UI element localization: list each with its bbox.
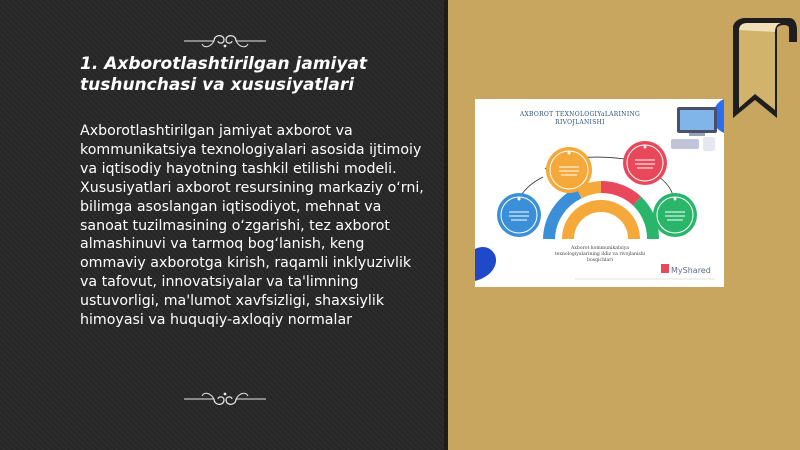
illustration-title: AXBOROT TEXNOLOGIYaLARINING RIVOJLANISHI xyxy=(519,111,641,126)
computer-icon xyxy=(671,107,717,151)
brand-logo-icon xyxy=(661,264,669,273)
slide-title: 1. Axborotlashtirilgan jamiyat tushunchasi va xususiyatlari xyxy=(80,54,368,95)
flourish-divider-icon xyxy=(180,388,270,410)
slide-body: Axborotlashtirilgan jamiyat axborot va kommunikatsiya texnologiyalari asosida ijtimoiy va iqtisodiy hayotning tashkil etilishi modeli. Xususiyatlari axborot resursining markaziy oʻrni, bilimga asoslangan iqtisodiyot, mehnat va sanoat tuzilmasining oʻzgarishi, tez axborot almashinuvi va tarmoq bogʻlanish, keng ommaviy axborotga kirish, raqamli inklyuzivlik va tafovut, innovatsiyalar va ta'limning ustuvorligi, ma'lumot xavfsizligi, shaxsiylik himoyasi va huquqiy-axloqiy normalar xyxy=(80,123,424,329)
flourish-divider-icon xyxy=(180,30,270,52)
ribbon-bookmark-icon xyxy=(719,18,797,128)
panel-divider xyxy=(444,0,448,450)
illustration-panel xyxy=(475,99,724,287)
illustration-brand: MyShared xyxy=(671,266,711,275)
illustration-caption: Axborot kommunikatsiya texnologiyalarining ildiz va rivojlanishi bosqichlari xyxy=(554,246,646,263)
